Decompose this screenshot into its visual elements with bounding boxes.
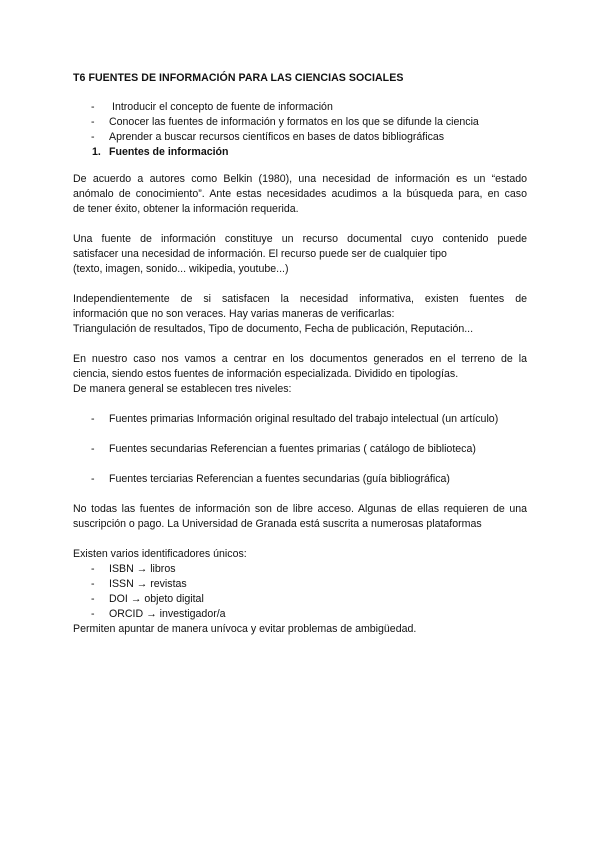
list-item: [73, 607, 527, 622]
identifiers-list: [73, 562, 527, 622]
list-item: [73, 577, 527, 592]
dash-bullet: -: [91, 563, 95, 575]
identifier-text: ISBN → libros: [109, 563, 176, 575]
dash-bullet: -: [91, 593, 95, 605]
document-title: T6 FUENTES DE INFORMACIÓN PARA LAS CIENCIAS SOCIALES: [73, 72, 404, 84]
list-item: [73, 115, 527, 130]
paragraph-science: [73, 352, 527, 397]
section-heading: [92, 145, 527, 160]
level-text: Fuentes primarias Información original resultado del trabajo intelectual (un artículo): [109, 413, 499, 425]
identifier-text: ISSN → revistas: [109, 578, 187, 590]
paragraph-line: De acuerdo a autores como Belkin (1980), una necesidad de información es un “estado: [73, 173, 527, 185]
paragraph-line: Una fuente de información constituye un recurso documental cuyo contenido puede: [73, 233, 527, 245]
document-body: [73, 71, 527, 637]
paragraph-line: satisfacer una necesidad de información. El recurso puede ser de cualquier tipo: [73, 248, 447, 260]
identifier-text: DOI → objeto digital: [109, 593, 204, 605]
section-title: Fuentes de información: [109, 146, 229, 158]
dash-bullet: -: [91, 578, 95, 590]
level-text: Fuentes secundarias Referencian a fuentes primarias ( catálogo de biblioteca): [109, 443, 476, 455]
dash-bullet: -: [91, 608, 95, 620]
paragraph-line: de tener éxito, obtener la información requerida.: [73, 203, 299, 215]
paragraph-line: información que no son veraces. Hay varias maneras de verificarlas:: [73, 308, 395, 320]
paragraph-line: Triangulación de resultados, Tipo de documento, Fecha de publicación, Reputación...: [73, 323, 474, 335]
paragraph-access: [73, 502, 527, 532]
list-item: [73, 442, 527, 457]
objectives-list: [73, 100, 527, 145]
paragraph-verification: [73, 292, 527, 337]
paragraph-line: De manera general se establecen tres niveles:: [73, 383, 292, 395]
paragraph-line: suscripción o pago. La Universidad de Granada está suscrita a numerosas plataformas: [73, 518, 482, 530]
paragraph-line: anómalo de conocimiento”. Ante estas necesidades acudimos a la búsqueda para, en caso: [73, 188, 527, 200]
objective-text: Introducir el concepto de fuente de información: [112, 101, 333, 113]
section-number: 1.: [92, 146, 101, 158]
list-item: [73, 412, 527, 427]
list-item: [73, 592, 527, 607]
dash-bullet: -: [91, 131, 95, 143]
dash-bullet: -: [91, 101, 95, 113]
list-item: [73, 562, 527, 577]
dash-bullet: -: [91, 443, 95, 455]
list-item: [73, 100, 527, 115]
identifier-text: ORCID → investigador/a: [109, 608, 226, 620]
paragraph-line: No todas las fuentes de información son de libre acceso. Algunas de ellas requieren de una: [73, 503, 527, 515]
paragraph-definition: [73, 232, 527, 277]
level-text: Fuentes terciarias Referencian a fuentes secundarias (guía bibliográfica): [109, 473, 450, 485]
dash-bullet: -: [91, 413, 95, 425]
dash-bullet: -: [91, 473, 95, 485]
paragraph-line: En nuestro caso nos vamos a centrar en los documentos generados en el terreno de la: [73, 353, 527, 365]
list-item: [73, 472, 527, 487]
list-item: [73, 130, 527, 145]
closing-paragraph: Permiten apuntar de manera unívoca y evitar problemas de ambigüedad.: [73, 623, 417, 635]
paragraph-line: Independientemente de si satisfacen la necesidad informativa, existen fuentes de: [73, 293, 527, 305]
paragraph-line: ciencia, siendo estos fuentes de información especializada. Dividido en tipologías.: [73, 368, 459, 380]
objective-text: Aprender a buscar recursos científicos en bases de datos bibliográficas: [109, 131, 445, 143]
levels-list: [73, 412, 527, 487]
objective-text: Conocer las fuentes de información y formatos en los que se difunde la ciencia: [109, 116, 479, 128]
identifiers-intro: Existen varios identificadores únicos:: [73, 548, 247, 560]
paragraph-line: (texto, imagen, sonido... wikipedia, youtube...): [73, 263, 289, 275]
dash-bullet: -: [91, 116, 95, 128]
paragraph-belkin: [73, 172, 527, 217]
